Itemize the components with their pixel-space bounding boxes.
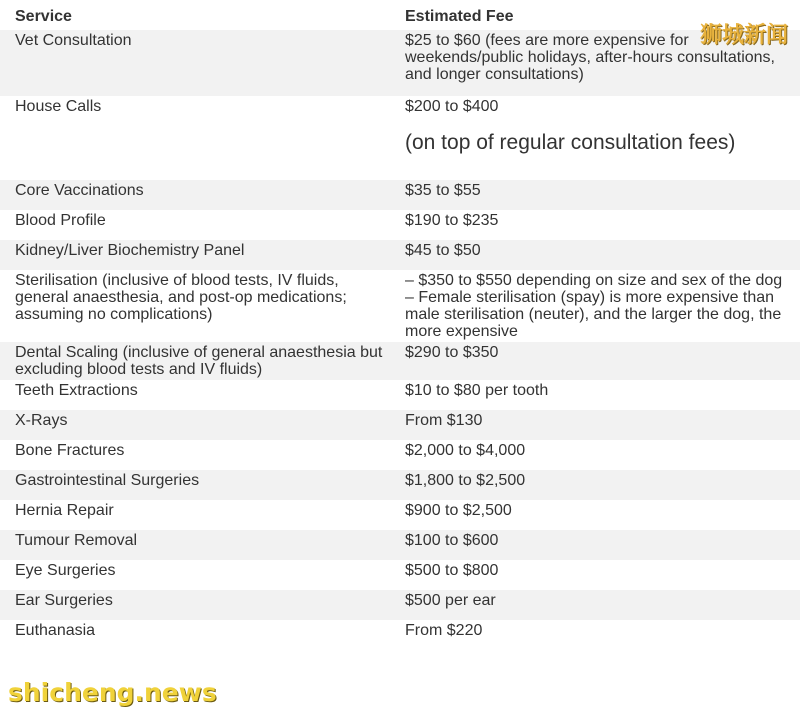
fee-cell bbox=[390, 96, 800, 180]
service-cell: Bone Fractures bbox=[0, 440, 390, 470]
service-cell: Sterilisation (inclusive of blood tests, IV fluids, general anaesthesia, and post-op medications; assuming no complications) bbox=[0, 270, 390, 342]
table-row bbox=[0, 440, 800, 470]
service-cell: Teeth Extractions bbox=[0, 380, 390, 410]
fee-cell: $25 to $60 (fees are more expensive for weekends/public holidays, after-hours consultations, and longer consultations) bbox=[390, 30, 800, 96]
table-row bbox=[0, 500, 800, 530]
table-row bbox=[0, 270, 800, 342]
service-cell: Euthanasia bbox=[0, 620, 390, 650]
fee-cell: From $130 bbox=[390, 410, 800, 440]
service-cell: Eye Surgeries bbox=[0, 560, 390, 590]
table-row bbox=[0, 180, 800, 210]
fee-cell bbox=[390, 270, 800, 342]
table-row bbox=[0, 410, 800, 440]
fee-cell: $1,800 to $2,500 bbox=[390, 470, 800, 500]
service-cell: Dental Scaling (inclusive of general anaesthesia but excluding blood tests and IV fluids) bbox=[0, 342, 390, 380]
service-cell: Kidney/Liver Biochemistry Panel bbox=[0, 240, 390, 270]
service-cell: Tumour Removal bbox=[0, 530, 390, 560]
service-cell: Blood Profile bbox=[0, 210, 390, 240]
fee-cell: $900 to $2,500 bbox=[390, 500, 800, 530]
fee-note: (on top of regular consultation fees) bbox=[405, 131, 736, 154]
service-cell: Ear Surgeries bbox=[0, 590, 390, 620]
table-row bbox=[0, 560, 800, 590]
fee-cell: $45 to $50 bbox=[390, 240, 800, 270]
fee-cell: $100 to $600 bbox=[390, 530, 800, 560]
service-cell: Hernia Repair bbox=[0, 500, 390, 530]
service-cell: X-Rays bbox=[0, 410, 390, 440]
fee-cell: $2,000 to $4,000 bbox=[390, 440, 800, 470]
service-cell: Core Vaccinations bbox=[0, 180, 390, 210]
fee-cell: $290 to $350 bbox=[390, 342, 800, 380]
table-row bbox=[0, 30, 800, 96]
table-row bbox=[0, 590, 800, 620]
watermark-logo-bottom: shicheng.news bbox=[8, 678, 217, 707]
fee-column-header: Estimated Fee bbox=[405, 8, 514, 25]
service-cell: House Calls bbox=[0, 96, 390, 180]
table-row bbox=[0, 240, 800, 270]
service-column-header: Service bbox=[15, 8, 72, 25]
table-header-row bbox=[0, 0, 800, 30]
table-row bbox=[0, 342, 800, 380]
watermark-logo-top: 狮城新闻 bbox=[699, 23, 788, 48]
table-row bbox=[0, 96, 800, 180]
fee-cell: From $220 bbox=[390, 620, 800, 650]
service-cell: Gastrointestinal Surgeries bbox=[0, 470, 390, 500]
fee-cell: $35 to $55 bbox=[390, 180, 800, 210]
fee-cell: $190 to $235 bbox=[390, 210, 800, 240]
table-row bbox=[0, 210, 800, 240]
fee-cell: $500 to $800 bbox=[390, 560, 800, 590]
table-row bbox=[0, 470, 800, 500]
table-row bbox=[0, 620, 800, 650]
fee-cell: $500 per ear bbox=[390, 590, 800, 620]
fee-line: – $350 to $550 depending on size and sex of the dog bbox=[405, 272, 783, 289]
fee-cell: $10 to $80 per tooth bbox=[390, 380, 800, 410]
service-cell: Vet Consultation bbox=[0, 30, 390, 96]
table-row bbox=[0, 530, 800, 560]
fee-value: $200 to $400 bbox=[405, 98, 499, 115]
table-row bbox=[0, 380, 800, 410]
fee-line: – Female sterilisation (spay) is more expensive than male sterilisation (neuter), and the larger the dog, the more expensive bbox=[405, 289, 782, 340]
